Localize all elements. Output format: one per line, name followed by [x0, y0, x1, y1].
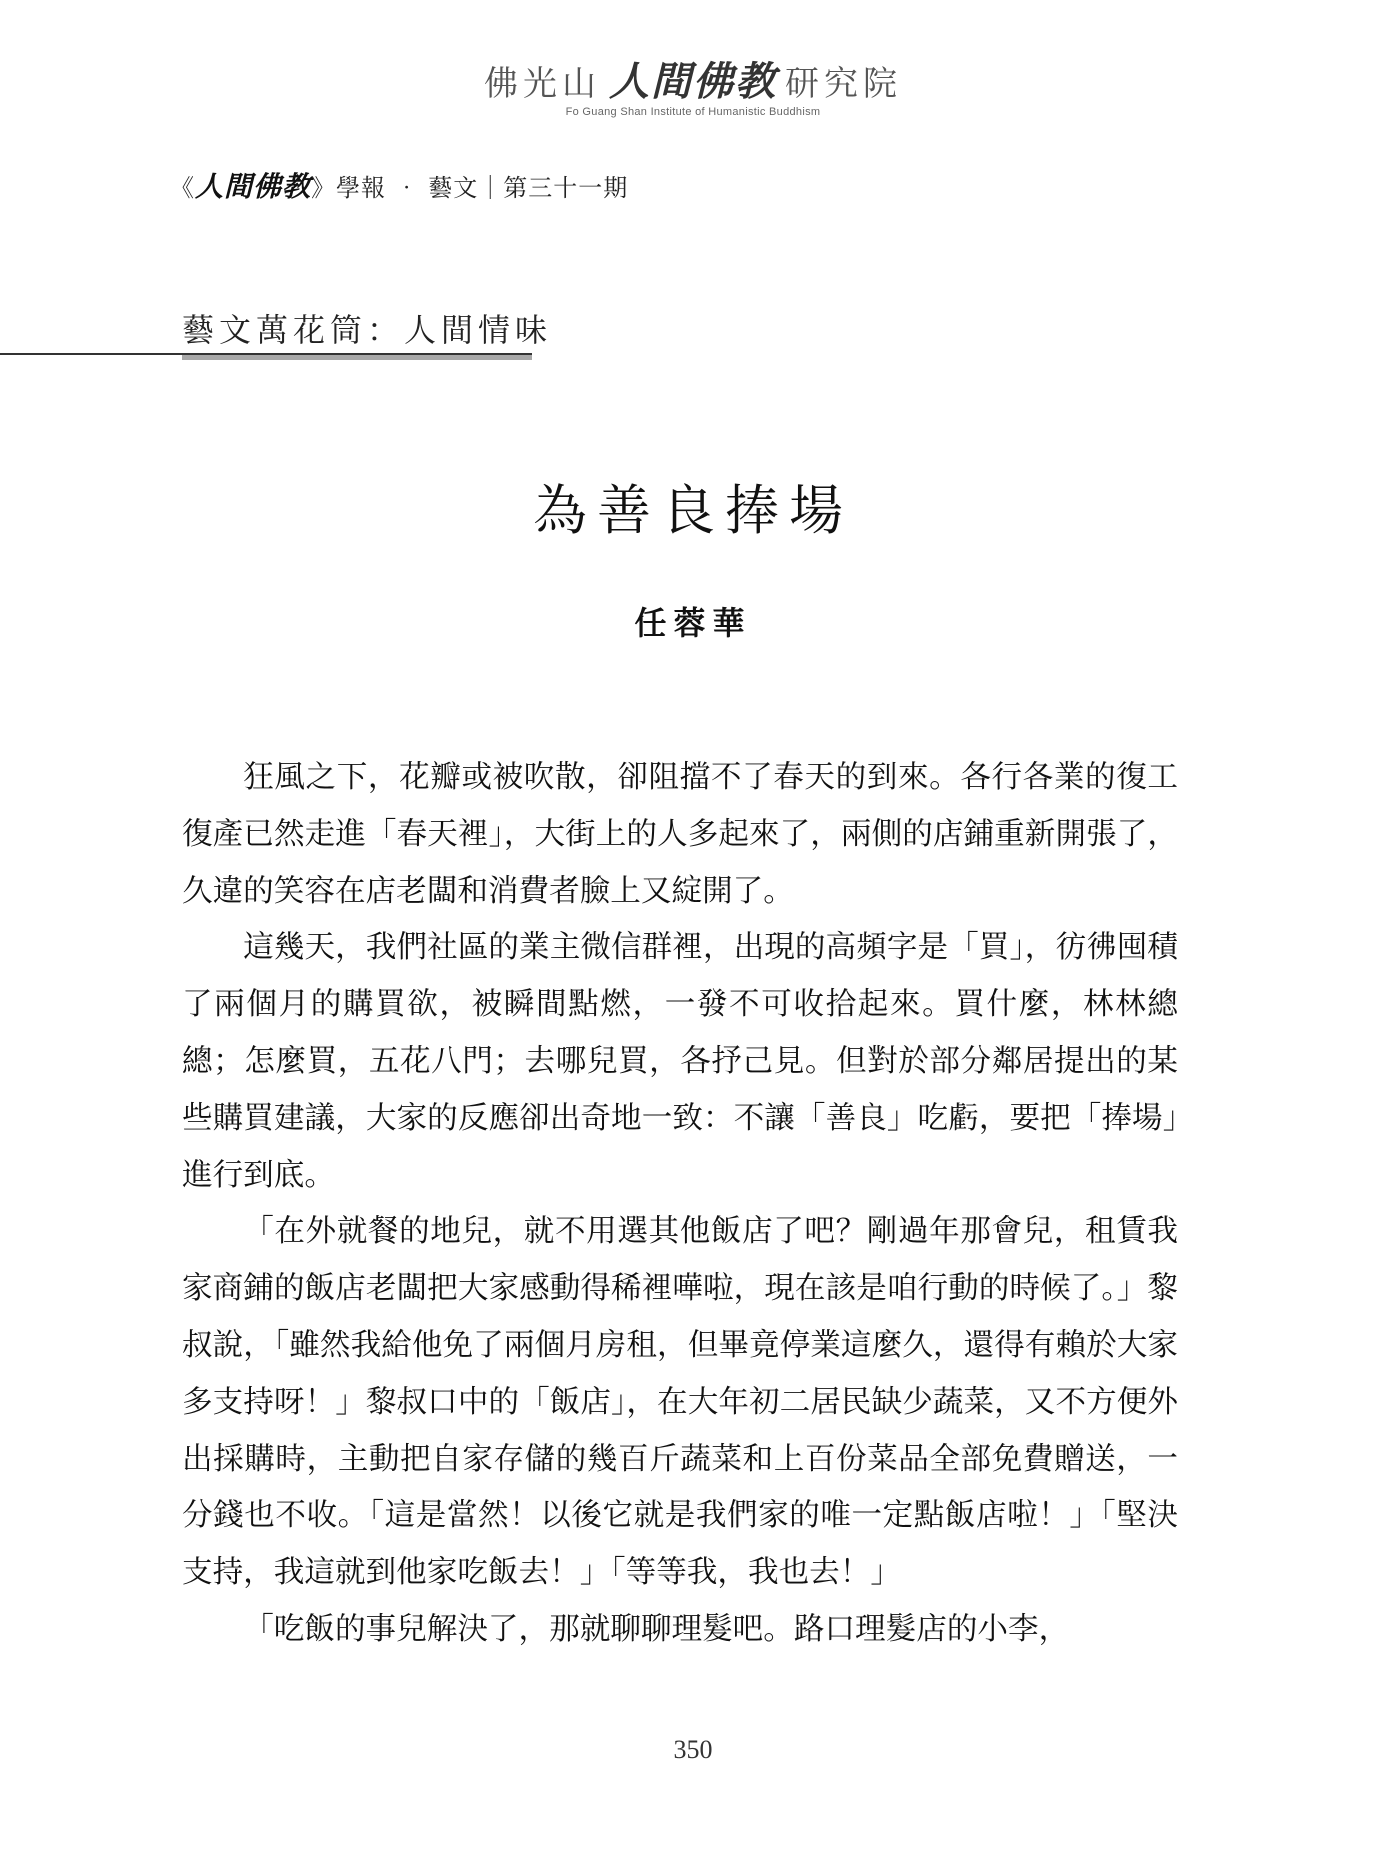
article-body	[182, 750, 1178, 1659]
section-underline	[182, 355, 532, 360]
page-number: 350	[673, 1735, 713, 1764]
journal-header	[170, 165, 628, 205]
paragraph: 「吃飯的事兒解決了，那就聊聊理髮吧。路口理髮店的小李，	[243, 1611, 1070, 1647]
journal-open-bracket: 《	[170, 174, 195, 202]
paragraph: 「在外就餐的地兒，就不用選其他飯店了吧？剛過年那會兒，租賃我家商鋪的飯店老闆把大家感動得稀裡嘩啦，現在該是咱行動的時候了。」黎叔說，「雖然我給他免了兩個月房租，但畢竟停業這麼久，還得有賴於大家多支持呀！」黎叔口中的「飯店」，在大年初二居民缺少蔬菜，又不方便外出採購時，主動把自家存儲的幾百斤蔬菜和上百份菜品全部免費贈送，一分錢也不收。「這是當然！以後它就是我們家的唯一定點飯店啦！」「堅決支持，我這就到他家吃飯去！」「等等我，我也去！」	[182, 1214, 1178, 1591]
paragraph: 狂風之下，花瓣或被吹散，卻阻擋不了春天的到來。各行各業的復工復產已然走進「春天裡」，大街上的人多起來了，兩側的店鋪重新開張了，久違的笑容在店老闆和消費者臉上又綻開了。	[182, 760, 1178, 909]
humanistic-buddhism-logo: 人間佛教	[609, 59, 777, 105]
paragraph: 這幾天，我們社區的業主微信群裡，出現的高頻字是「買」，彷彿囤積了兩個月的購買欲，被瞬間點燃，一發不可收拾起來。買什麼，林林總總；怎麼買，五花八門；去哪兒買，各抒己見。但對於部分鄰居提出的某些購買建議，大家的反應卻出奇地一致：不讓「善良」吃虧，要把「捧場」進行到底。	[182, 930, 1178, 1193]
journal-logo: 人間佛教	[195, 170, 312, 203]
journal-issue: 學報 ‧ 藝文｜第三十一期	[336, 174, 629, 202]
institute-header	[0, 59, 1386, 118]
institute-prefix: 佛光山	[484, 64, 601, 104]
institute-name	[0, 59, 1386, 105]
institute-suffix: 研究院	[785, 64, 902, 104]
journal-close-bracket: 》	[311, 174, 337, 202]
institute-english-name: Fo Guang Shan Institute of Humanistic Buddhism	[565, 106, 821, 118]
article-title: 為善良捧場	[533, 479, 853, 542]
article-author: 任蓉華	[634, 604, 752, 642]
section-title: 藝文萬花筒：人間情味	[182, 311, 553, 349]
